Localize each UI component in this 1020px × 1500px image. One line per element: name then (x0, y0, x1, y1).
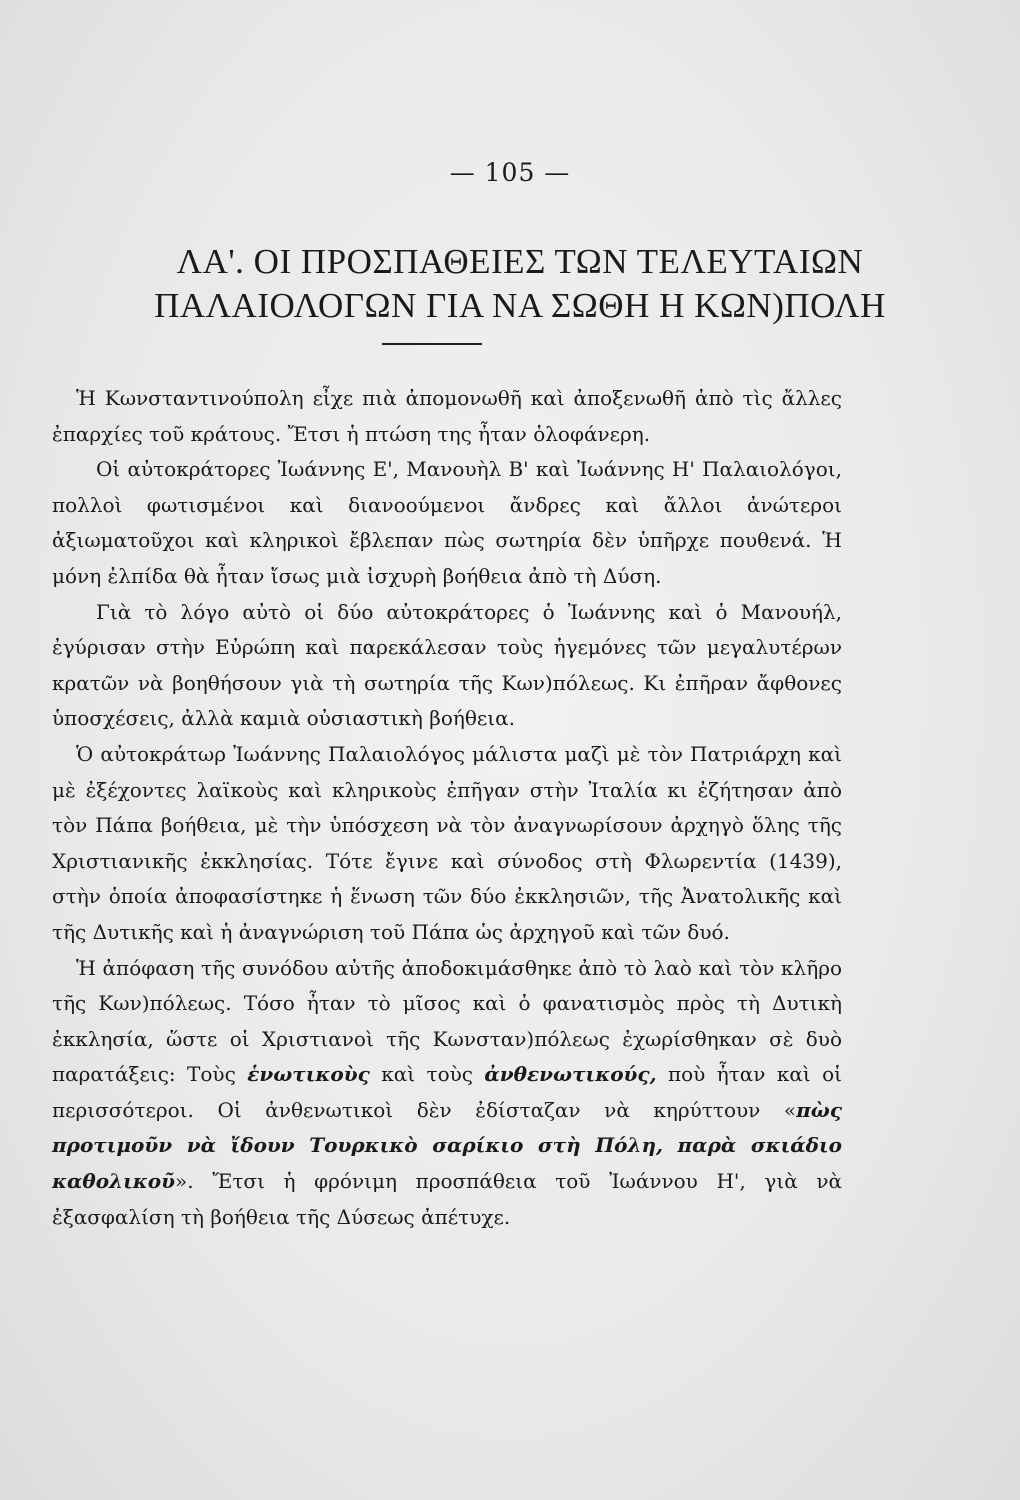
chapter-title-line-1: ΛΑ'. ΟΙ ΠΡΟΣΠΑΘΕΙΕΣ ΤΩΝ ΤΕΛΕΥΤΑΙΩΝ (176, 242, 864, 281)
paragraph-5-text-4: ». Ἔτσι ἡ φρόνιμη προσπάθεια τοῦ Ἰωάννου Η', γιὰ νὰ ἐξασφαλίση τὴ βοήθεια τῆς Δύσεως ἀπέτυχε. (52, 1169, 842, 1229)
paragraph-3: Γιὰ τὸ λόγο αὐτὸ οἱ δύο αὐτοκράτορες ὁ Ἰωάννης καὶ ὁ Μανουήλ, ἐγύρισαν στὴν Εὐρώπη καὶ παρεκάλεσαν τοὺς ἡγεμόνες τῶν μεγαλυτέρων κρατῶν νὰ βοηθήσουν γιὰ τὴ σωτηρία τῆς Κων)πόλεως. Κι ἐπῆραν ἄφθονες ὑποσχέσεις, ἀλλὰ καμιὰ οὐσιαστικὴ βοήθεια. (52, 599, 842, 731)
emphasis-quote: πὼς προτιμοῦν νὰ ἴδουν Τουρκικὸ σαρίκιο στὴ Πόλη, παρὰ σκιάδιο καθολικοῦ (52, 1097, 842, 1194)
title-divider (382, 343, 482, 345)
paragraph-4: Ὁ αὐτοκράτωρ Ἰωάννης Παλαιολόγος μάλιστα μαζὶ μὲ τὸν Πατριάρχη καὶ μὲ ἐξέχοντες λαϊκοὺς καὶ κληρικοὺς ἐπῆγαν στὴν Ἰταλία κι ἐζήτησαν ἀπὸ τὸν Πάπα βοήθεια, μὲ τὴν ὑπόσχεση νὰ τὸν ἀναγνωρίσουν ἀρχηγὸ ὅλης τῆς Χριστιανικῆς ἐκκλησίας. Τότε ἔγινε καὶ σύνοδος στὴ Φλωρεντία (1439), στὴν ὁποία ἀποφασίστηκε ἡ ἕνωση τῶν δύο ἐκκλησιῶν, τῆς Ἀνατολικῆς καὶ τῆς Δυτικῆς καὶ ἡ ἀναγνώριση τοῦ Πάπα ὡς ἀρχηγοῦ καὶ τῶν δυό. (52, 741, 842, 944)
paragraph-1: Ἡ Κωνσταντινούπολη εἶχε πιὰ ἀπομονωθῆ καὶ ἀποξενωθῆ ἀπὸ τὶς ἄλλες ἐπαρχίες τοῦ κράτους. Ἔτσι ἡ πτώση της ἦταν ὁλοφάνερη. (52, 386, 842, 446)
page-number: — 105 — (449, 158, 571, 187)
emphasis-anti-unionists: ἀνθενωτικούς, (484, 1062, 657, 1087)
chapter-title (80, 240, 960, 328)
paragraph-5 (52, 951, 842, 1236)
chapter-title-line-2: ΠΑΛΑΙΟΛΟΓΩΝ ΓΙΑ ΝΑ ΣΩΘΗ Η ΚΩΝ)ΠΟΛΗ (154, 286, 886, 325)
paragraph-5-text-2: καὶ τοὺς (381, 1062, 473, 1087)
paragraph-5-text-1: Ἡ ἀπόφαση τῆς συνόδου αὐτῆς ἀποδοκιμάσθηκε ἀπὸ τὸ λαὸ καὶ τὸν κλῆρο τῆς Κων)πόλεως. Τόσο ἦταν τὸ μῖσος καὶ ὁ φανατισμὸς πρὸς τὴ Δυτικὴ ἐκκλησία, ὥστε οἱ Χριστιανοὶ τῆς Κωνσταν)πόλεως ἐχωρίσθηκαν σὲ δυὸ παρατάξεις: Τοὺς (52, 955, 842, 1087)
paragraph-2: Οἱ αὐτοκράτορες Ἰωάννης Ε', Μανουὴλ Β' καὶ Ἰωάννης Η' Παλαιολόγοι, πολλοὶ φωτισμένοι καὶ διανοούμενοι ἄνδρες καὶ ἄλλοι ἀνώτεροι ἀξιωματοῦχοι καὶ κληρικοὶ ἔβλεπαν πὼς σωτηρία δὲν ὑπῆρχε πουθενά. Ἡ μόνη ἐλπίδα θὰ ἦταν ἴσως μιὰ ἰσχυρὴ βοήθεια ἀπὸ τὴ Δύση. (52, 457, 842, 588)
chapter-body (52, 381, 842, 1235)
emphasis-unionists: ἑνωτικοὺς (247, 1062, 370, 1087)
paragraph-5-text-3: ποὺ ἦταν καὶ οἱ περισσότεροι. Οἱ ἀνθενωτικοὶ δὲν ἐδίσταζαν νὰ κηρύττουν « (52, 1062, 843, 1122)
